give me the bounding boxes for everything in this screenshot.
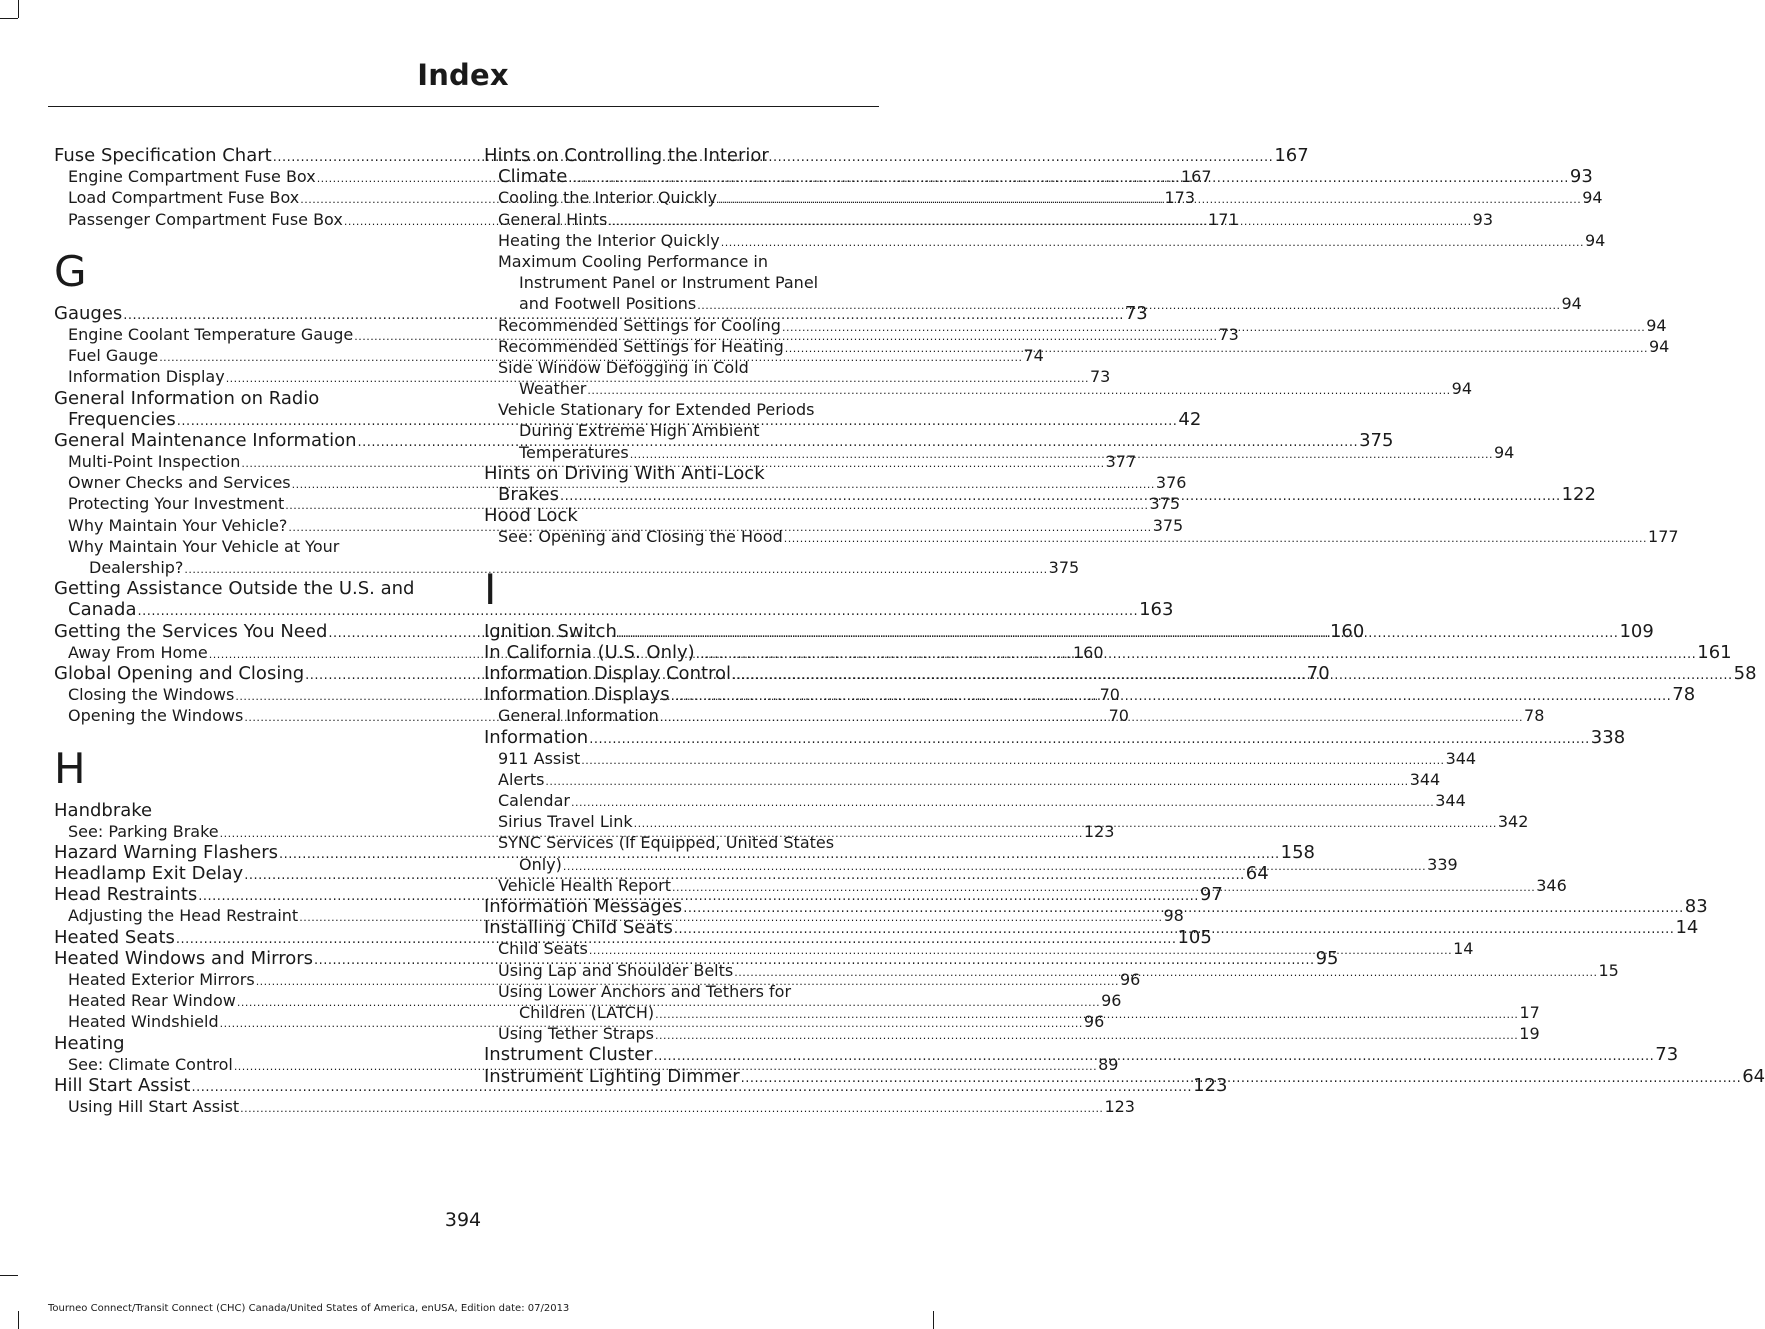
section-letter: G — [54, 246, 87, 296]
entry-label: Hill Start Assist — [54, 1074, 191, 1096]
index-entry-heading: During Extreme High Ambient — [519, 421, 760, 441]
dot-leader — [785, 336, 1648, 359]
entry-page-number: 161 — [1697, 641, 1732, 663]
entry-label: Cooling the Interior Quickly — [498, 188, 717, 208]
index-entry-heading: Why Maintain Your Vehicle at Your — [68, 536, 340, 556]
entry-page-number: 78 — [1672, 684, 1696, 706]
entry-page-number: 94 — [1451, 379, 1472, 399]
index-entry-heading: Hints on Driving With Anti-Lock — [484, 462, 765, 484]
entry-label: Heated Windshield — [68, 1012, 219, 1032]
dot-leader — [240, 1096, 1103, 1119]
entry-label: Information Displays — [484, 684, 670, 706]
dot-leader — [784, 526, 1647, 549]
entry-label: Heated Rear Window — [68, 991, 236, 1011]
entry-page-number: 70 — [1306, 662, 1330, 684]
entry-page-number: 109 — [1619, 620, 1654, 642]
entry-label: Engine Compartment Fuse Box — [68, 167, 316, 187]
entry-label: In California (U.S. Only) — [484, 641, 695, 663]
dot-leader — [655, 1023, 1518, 1046]
entry-page-number: 160 — [1329, 620, 1365, 642]
dot-leader — [672, 875, 1535, 898]
dot-leader — [563, 854, 1426, 877]
entry-page-number: 94 — [1561, 294, 1582, 314]
page-number: 394 — [444, 1209, 482, 1231]
entry-page-number: 14 — [1675, 917, 1699, 939]
entry-page-number: 123 — [1083, 821, 1115, 841]
entry-label: Canada — [68, 599, 137, 621]
entry-label: Head Restraints — [54, 884, 198, 906]
entry-label: Vehicle Health Report — [498, 875, 671, 895]
entry-label: Fuel Gauge — [68, 346, 159, 366]
index-entry-heading: Handbrake — [54, 799, 153, 821]
entry-page-number: 177 — [1648, 527, 1679, 547]
entry-label: Headlamp Exit Delay — [54, 863, 244, 885]
index-entry-heading: Side Window Defogging in Cold — [498, 357, 749, 377]
entry-page-number: 96 — [1101, 991, 1122, 1011]
entry-label: Passenger Compartment Fuse Box — [68, 209, 343, 229]
entry-page-number: 42 — [1178, 408, 1202, 430]
index-entry-heading: Hints on Controlling the Interior — [484, 145, 769, 166]
entry-label: General Information — [498, 706, 659, 726]
entry-label: Load Compartment Fuse Box — [68, 188, 300, 208]
dot-leader — [660, 705, 1523, 728]
entry-page-number: 376 — [1155, 473, 1187, 493]
entry-page-number: 105 — [1177, 926, 1212, 948]
dot-leader — [568, 166, 1569, 189]
title-rule — [48, 106, 879, 107]
footer-edition: Tourneo Connect/Transit Connect (CHC) Canada/United States of America, enUSA, Edition date: 07/2013 — [48, 1303, 570, 1314]
index-subentry — [54, 1096, 1135, 1117]
entry-label: See: Climate Control — [68, 1054, 233, 1074]
dot-leader — [608, 209, 1471, 232]
entry-page-number: 342 — [1497, 812, 1529, 832]
section-letter: I — [484, 564, 497, 614]
entry-label: Recommended Settings for Heating — [498, 336, 784, 356]
entry-label: Information — [484, 726, 589, 748]
crop-mark-bottom-right-v — [933, 1311, 934, 1329]
entry-page-number: 94 — [1646, 315, 1667, 335]
dot-leader — [589, 938, 1452, 961]
index-subentry — [484, 378, 1472, 399]
entry-label: Hazard Warning Flashers — [54, 841, 279, 863]
crop-mark-top-left-h — [0, 18, 18, 19]
entry-label: Calendar — [498, 791, 570, 811]
dot-leader — [696, 642, 1697, 665]
entry-label: Only) — [519, 854, 562, 874]
dot-leader — [571, 790, 1434, 813]
index-entry — [484, 726, 1626, 748]
entry-label: Using Lap and Shoulder Belts — [498, 960, 734, 980]
index-entry-heading: Using Lower Anchors and Tethers for — [498, 981, 792, 1001]
entry-label: See: Parking Brake — [68, 821, 219, 841]
entry-label: Temperatures — [519, 442, 629, 462]
entry-page-number: 123 — [1104, 1097, 1135, 1117]
entry-page-number: 344 — [1435, 791, 1466, 811]
entry-page-number: 167 — [1274, 145, 1309, 166]
section-letter: H — [54, 743, 86, 793]
entry-label: Information Messages — [484, 896, 683, 917]
dot-leader — [655, 1002, 1518, 1025]
index-subentry — [484, 1023, 1540, 1044]
index-entry-heading: Hood Lock — [484, 505, 578, 527]
dot-leader — [630, 442, 1493, 465]
entry-page-number: 70 — [1108, 706, 1129, 726]
entry-label: Weather — [519, 379, 587, 399]
index-subentry — [484, 748, 1477, 769]
crop-mark-top-left-v — [18, 0, 19, 18]
entry-page-number: 94 — [1493, 442, 1515, 462]
entry-label: Using Hill Start Assist — [68, 1097, 240, 1117]
entry-page-number: 94 — [1585, 230, 1606, 250]
entry-label: Children (LATCH) — [519, 1002, 655, 1022]
entry-page-number: 14 — [1453, 939, 1474, 959]
entry-label: Opening the Windows — [68, 706, 244, 726]
entry-label: Heated Windows and Mirrors — [54, 947, 313, 969]
entry-label: Ignition Switch — [484, 620, 617, 642]
entry-label: 911 Assist — [498, 748, 581, 768]
entry-page-number: 73 — [1124, 302, 1148, 324]
entry-page-number: 64 — [1742, 1065, 1765, 1087]
entry-page-number: 344 — [1445, 748, 1477, 768]
entry-label: Climate — [498, 166, 568, 188]
entry-label: Multi-Point Inspection — [68, 452, 241, 472]
entry-label: and Footwell Positions — [519, 294, 697, 314]
entry-label: Adjusting the Head Restraint — [68, 906, 299, 926]
dot-leader — [589, 727, 1590, 750]
page-title: Index — [417, 58, 509, 92]
index-entry — [54, 599, 1174, 621]
entry-page-number: 93 — [1569, 166, 1593, 188]
entry-page-number: 173 — [1164, 188, 1196, 208]
entry-label: Global Opening and Closing — [54, 662, 305, 684]
entry-label: Instrument Cluster — [484, 1044, 653, 1066]
index-subentry — [484, 526, 1679, 547]
entry-page-number: 17 — [1519, 1002, 1540, 1022]
dot-leader — [741, 1066, 1742, 1089]
entry-label: Using Tether Straps — [498, 1024, 654, 1044]
dot-leader — [718, 187, 1581, 210]
entry-page-number: 73 — [1089, 367, 1111, 387]
entry-page-number: 160 — [1072, 642, 1104, 662]
entry-page-number: 158 — [1280, 841, 1315, 863]
index-subentry — [484, 769, 1441, 790]
entry-page-number: 73 — [1655, 1044, 1679, 1066]
entry-label: Installing Child Seats — [484, 917, 673, 939]
entry-page-number: 96 — [1083, 1012, 1105, 1032]
entry-page-number: 375 — [1359, 429, 1394, 451]
entry-label: Sirius Travel Link — [498, 812, 633, 832]
entry-label: Recommended Settings for Cooling — [498, 315, 781, 335]
index-subentry — [54, 557, 1080, 578]
dot-leader — [721, 230, 1584, 253]
entry-label: Brakes — [498, 484, 560, 505]
index-entry-heading: Instrument Panel or Instrument Panel — [519, 273, 819, 293]
entry-page-number: 15 — [1598, 960, 1619, 980]
entry-page-number: 338 — [1590, 726, 1626, 748]
entry-label: Heating the Interior Quickly — [498, 230, 720, 250]
dot-leader — [634, 811, 1497, 834]
crop-mark-bottom-left-v — [18, 1311, 19, 1329]
entry-page-number: 58 — [1733, 662, 1757, 684]
entry-page-number: 89 — [1098, 1054, 1119, 1074]
entry-page-number: 346 — [1536, 875, 1567, 895]
entry-label: Protecting Your Investment — [68, 494, 285, 514]
dot-leader — [618, 621, 1619, 644]
crop-mark-bottom-left-h — [0, 1275, 18, 1276]
entry-label: Getting the Services You Need — [54, 620, 328, 642]
index-entry-heading: SYNC Services (If Equipped, United States — [498, 833, 835, 853]
index-entry-heading: Maximum Cooling Performance in — [498, 251, 769, 271]
entry-page-number: 375 — [1152, 515, 1184, 535]
entry-label: Engine Coolant Temperature Gauge — [68, 324, 354, 344]
dot-leader — [587, 378, 1450, 401]
entry-page-number: 95 — [1315, 947, 1339, 969]
dot-leader — [674, 917, 1675, 940]
entry-page-number: 94 — [1582, 188, 1603, 208]
entry-page-number: 163 — [1139, 599, 1174, 621]
entry-page-number: 93 — [1472, 209, 1493, 229]
entry-label: Gauges — [54, 302, 123, 324]
entry-page-number: 375 — [1149, 494, 1181, 514]
entry-page-number: 97 — [1199, 884, 1223, 906]
dot-leader — [683, 896, 1684, 919]
entry-page-number: 167 — [1180, 167, 1212, 187]
entry-page-number: 74 — [1023, 346, 1044, 366]
dot-leader — [732, 663, 1733, 686]
entry-page-number: 78 — [1524, 706, 1545, 726]
entry-label: Away From Home — [68, 642, 208, 662]
entry-label: General Maintenance Information — [54, 429, 357, 451]
entry-page-number: 70 — [1099, 685, 1120, 705]
entry-label: Heated Seats — [54, 926, 175, 948]
entry-label: Child Seats — [498, 939, 588, 959]
entry-label: Information Display Control — [484, 662, 732, 684]
entry-label: Why Maintain Your Vehicle? — [68, 515, 288, 535]
dot-leader — [782, 315, 1645, 338]
entry-label: Heated Exterior Mirrors — [68, 970, 255, 989]
dot-leader — [697, 293, 1560, 316]
dot-leader — [671, 684, 1672, 707]
entry-label: Instrument Lighting Dimmer — [484, 1065, 740, 1087]
entry-page-number: 98 — [1163, 906, 1184, 926]
entry-label: Closing the Windows — [68, 685, 235, 705]
dot-leader — [560, 484, 1561, 507]
entry-page-number: 171 — [1208, 209, 1239, 229]
entry-page-number: 123 — [1193, 1074, 1228, 1096]
entry-label: Information Display — [68, 367, 225, 387]
index-subentry — [484, 790, 1466, 811]
entry-page-number: 339 — [1427, 854, 1458, 874]
entry-label: Fuse Specification Chart — [54, 145, 272, 166]
entry-label: See: Opening and Closing the Hood — [498, 527, 783, 547]
entry-page-number: 83 — [1684, 896, 1708, 917]
entry-page-number: 19 — [1519, 1024, 1540, 1044]
index-entry-heading: Getting Assistance Outside the U.S. and — [54, 578, 415, 600]
entry-label: Frequencies — [68, 408, 176, 430]
entry-page-number: 377 — [1105, 452, 1137, 472]
entry-label: General Hints — [498, 209, 608, 229]
entry-page-number: 73 — [1218, 324, 1239, 344]
entry-label: Owner Checks and Services — [68, 473, 291, 493]
entry-page-number: 122 — [1561, 484, 1596, 505]
entry-page-number: 94 — [1648, 336, 1670, 356]
index-subentry — [484, 230, 1606, 251]
entry-page-number: 96 — [1119, 970, 1141, 989]
entry-label: Dealership? — [89, 558, 184, 577]
index-entry-heading: Heating — [54, 1032, 125, 1054]
dot-leader — [654, 1044, 1655, 1067]
entry-page-number: 344 — [1409, 769, 1441, 789]
index-entry-heading: General Information on Radio — [54, 387, 320, 409]
dot-leader — [581, 748, 1444, 771]
dot-leader — [734, 960, 1597, 983]
entry-page-number: 375 — [1048, 558, 1080, 577]
entry-page-number: 64 — [1245, 863, 1269, 885]
dot-leader — [545, 769, 1408, 792]
entry-label: Alerts — [498, 769, 545, 789]
index-entry-heading: Vehicle Stationary for Extended Periods — [498, 400, 815, 420]
